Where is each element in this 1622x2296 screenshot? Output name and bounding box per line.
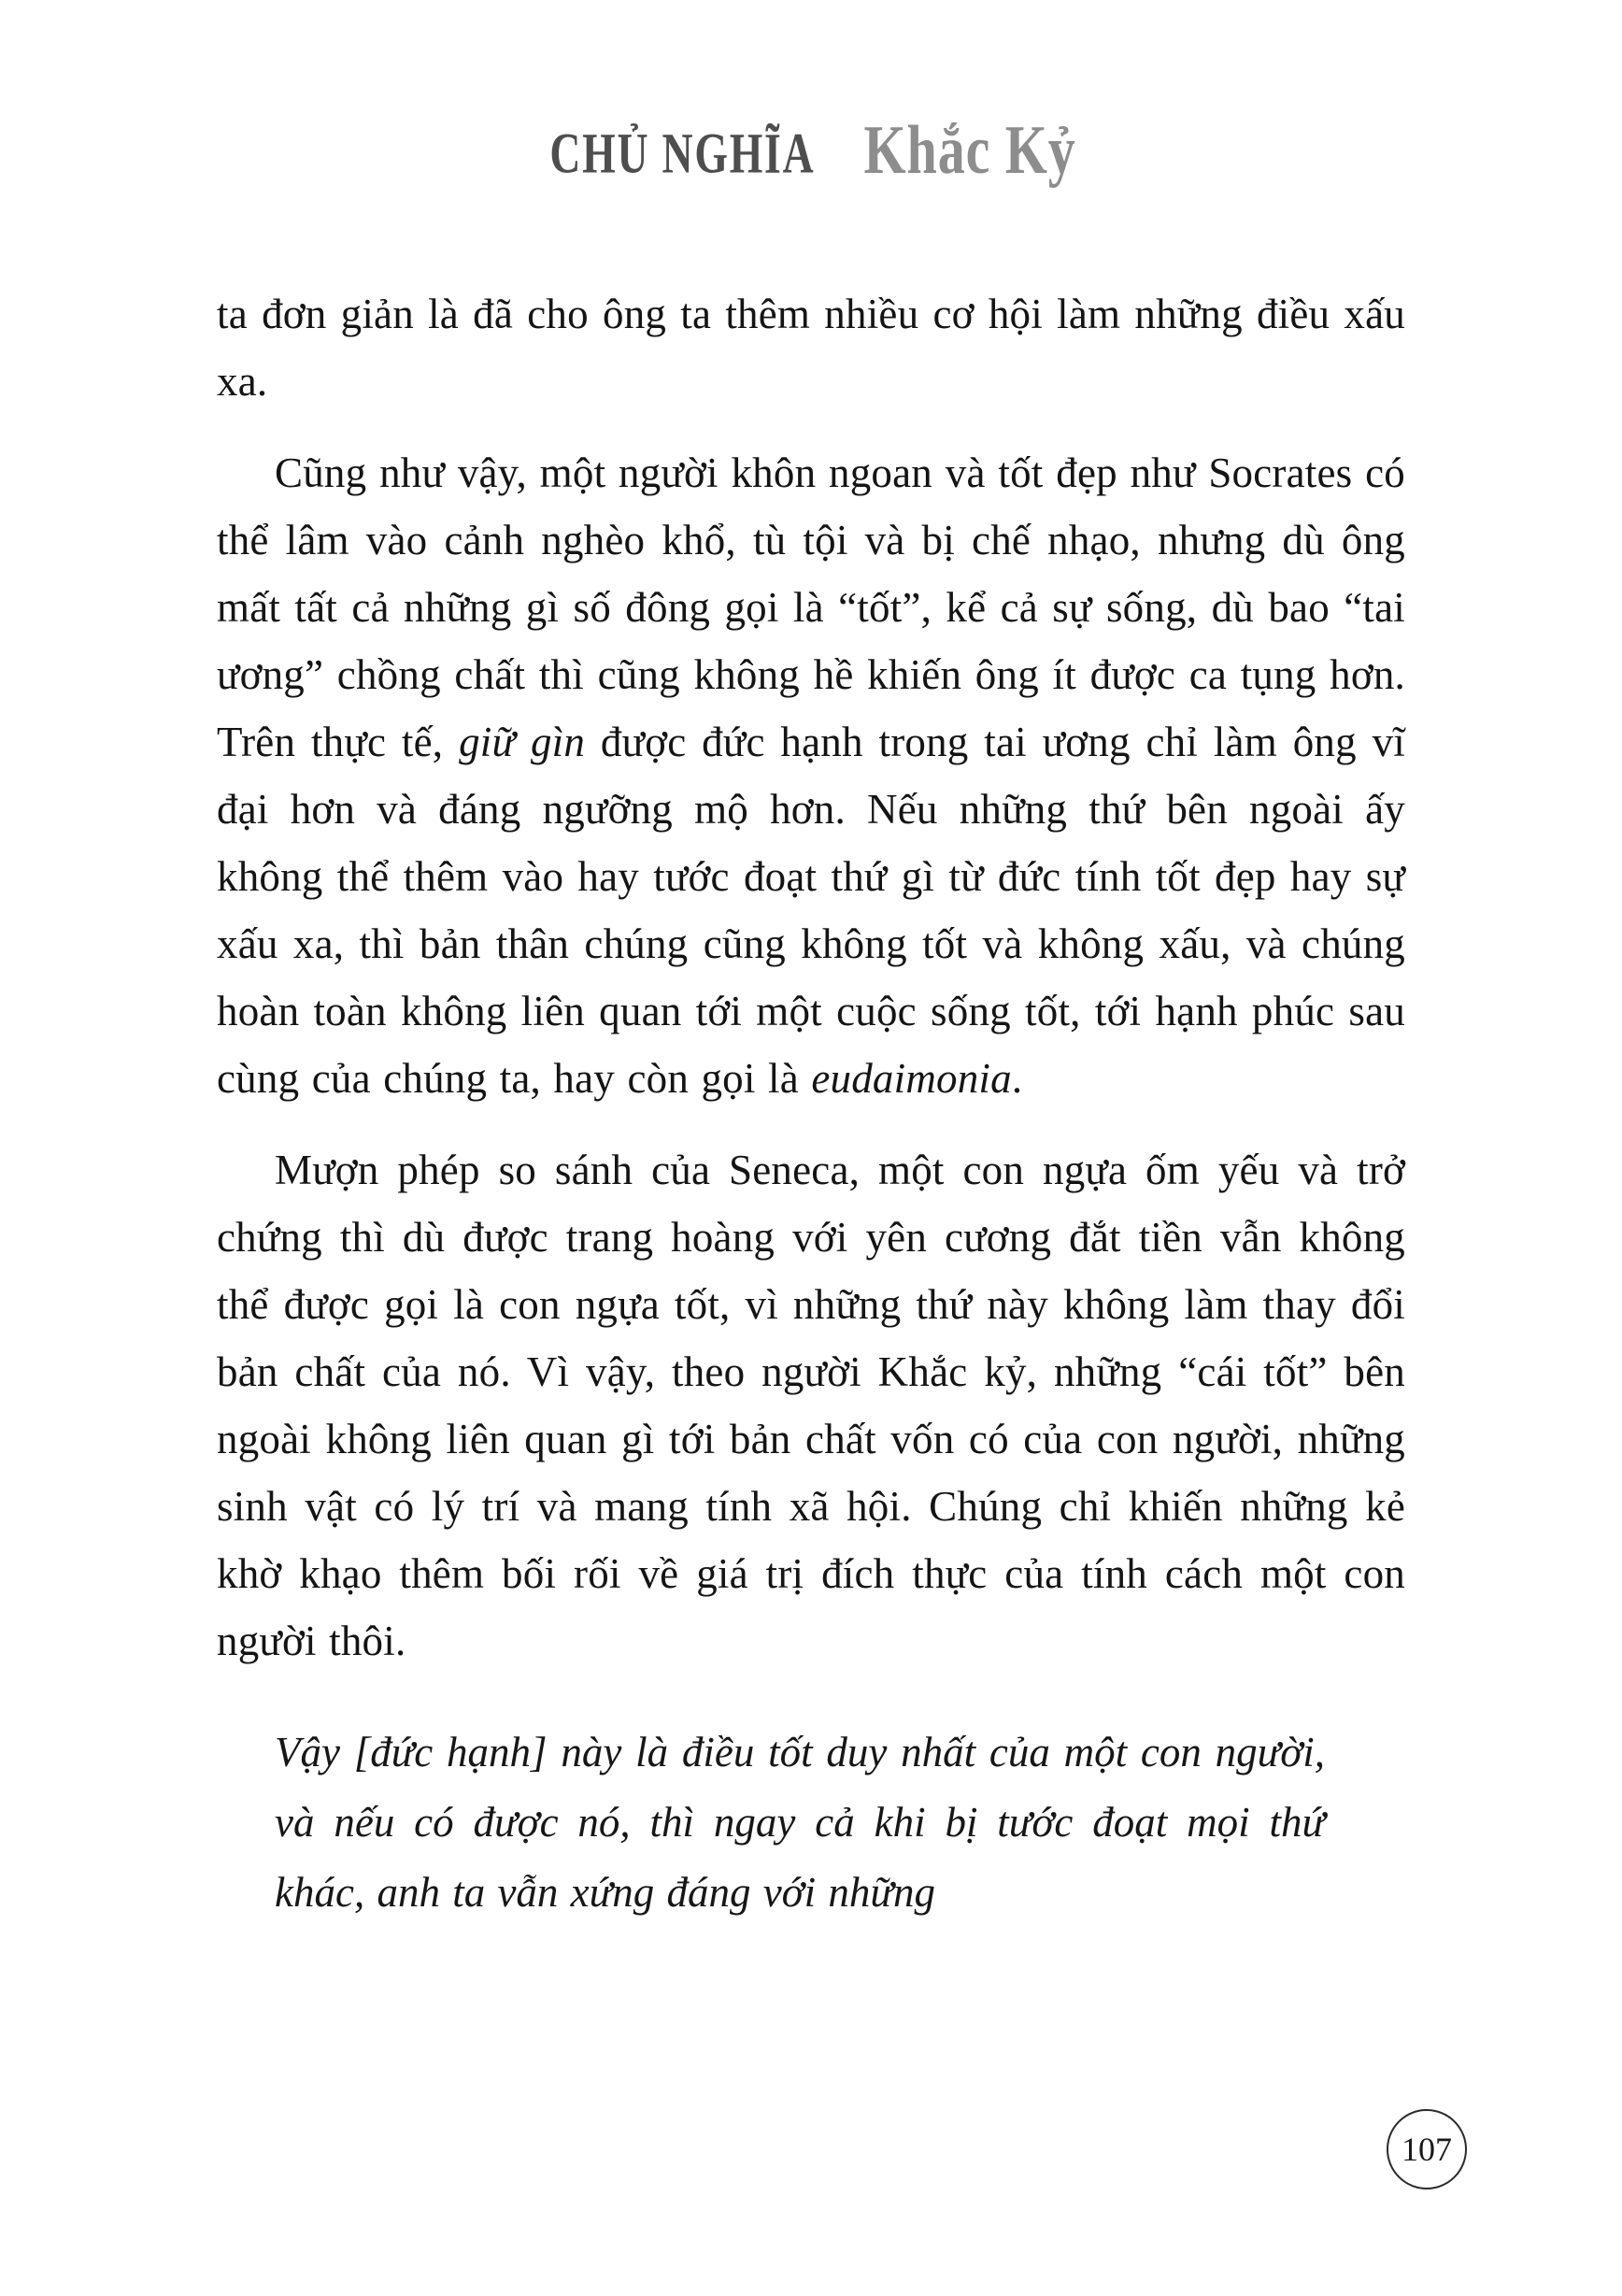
body-paragraph bbox=[217, 280, 1405, 415]
text-column bbox=[217, 280, 1405, 1928]
italic-text-run: eudaimonia bbox=[811, 1055, 1012, 1102]
book-title-secondary: Khắc Kỷ bbox=[863, 112, 1076, 189]
page-number-badge bbox=[1387, 2109, 1467, 2189]
text-run: . bbox=[1011, 1055, 1023, 1102]
text-run: ta đơn giản là đã cho ông ta thêm nhiều cơ hội làm những điều xấu xa. bbox=[217, 291, 1405, 405]
text-run: Cũng như vậy, một người khôn ngoan và tốt đẹp như Socrates có thể lâm vào cảnh nghèo khổ, tù tội và bị chế nhạo, nhưng dù ông mất tất cả những gì số đông gọi là “tốt”, kể cả sự sống, dù bao “tai ương” chồng chất thì cũng không hề khiến ông ít được ca tụng hơn. Trên thực tế, bbox=[217, 449, 1405, 765]
italic-text-run: giữ gìn bbox=[459, 719, 586, 765]
running-header bbox=[0, 112, 1622, 191]
body-paragraph bbox=[217, 439, 1405, 1112]
text-run: được đức hạnh trong tai ương chỉ làm ông vĩ đại hơn và đáng ngưỡng mộ hơn. Nếu những thứ bên ngoài ấy không thể thêm vào hay tước đoạt thứ gì từ đức tính tốt đẹp hay sự xấu xa, thì bản thân chúng cũng không tốt và không xấu, và chúng hoàn toàn không liên quan tới một cuộc sống tốt, tới hạnh phúc sau cùng của chúng ta, hay còn gọi là bbox=[217, 719, 1405, 1102]
block-quote: Vậy [đức hạnh] này là điều tốt duy nhất của một con người, và nếu có được nó, thì ngay cả khi bị tước đoạt mọi thứ khác, anh ta vẫn xứng đáng với những bbox=[275, 1729, 1325, 1916]
paragraphs-container bbox=[217, 280, 1405, 1675]
body-paragraph bbox=[217, 1136, 1405, 1675]
text-run: Mượn phép so sánh của Seneca, một con ngựa ốm yếu và trở chứng thì dù được trang hoàng với yên cương đắt tiền vẫn không thể được gọi là con ngựa tốt, vì những thứ này không làm thay đổi bản chất của nó. Vì vậy, theo người Khắc kỷ, những “cái tốt” bên ngoài không liên quan gì tới bản chất vốn có của con người, những sinh vật có lý trí và mang tính xã hội. Chúng chỉ khiến những kẻ khờ khạo thêm bối rối về giá trị đích thực của tính cách một con người thôi. bbox=[217, 1147, 1405, 1664]
page-number: 107 bbox=[1401, 2131, 1452, 2168]
book-title-primary: CHỦ NGHĨA bbox=[548, 122, 815, 186]
